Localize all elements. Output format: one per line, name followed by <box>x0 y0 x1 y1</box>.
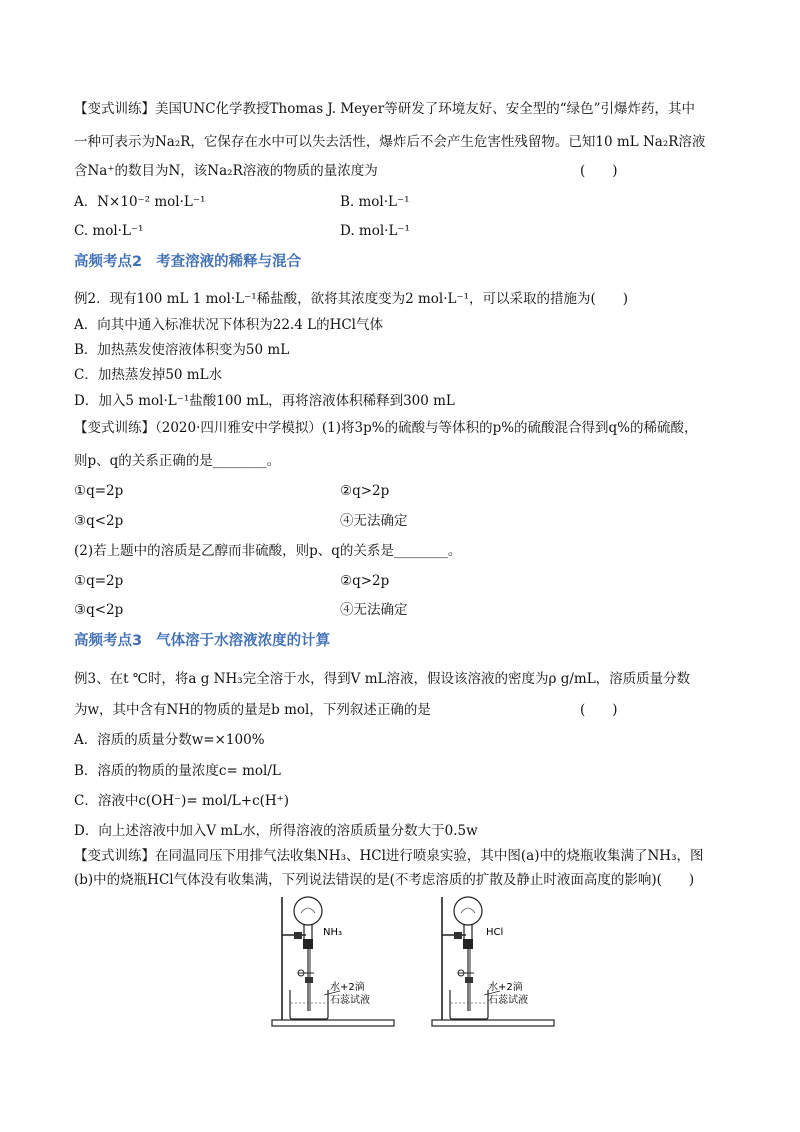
example2-option-a: A．向其中通入标准状况下体积为22.4 L的HCl气体 <box>74 317 383 333</box>
fountain-apparatus-a <box>268 895 408 1030</box>
variant3-line1: 【变式训练】在同温同压下用排气法收集NH₃、HCl进行喷泉实验，其中图(a)中的烧瓶收集满了NH₃，图 <box>74 848 704 864</box>
option-d: D. mol·L⁻¹ <box>340 223 410 239</box>
variant2-part2: (2)若上题中的溶质是乙醇而非硫酸，则p、q的关系是________。 <box>74 543 462 559</box>
gas-label-a: NH₃ <box>323 927 343 938</box>
example2-option-d: D．加入5 mol·L⁻¹盐酸100 mL，再将溶液体积稀释到300 mL <box>74 393 455 409</box>
example3-option-a: A．溶质的质量分数w=×100% <box>74 732 265 748</box>
heading-number: 高频考点2 <box>74 254 143 270</box>
example3-line2: 为w，其中含有NH的物质的量是b mol，下列叙述正确的是 <box>74 702 431 718</box>
variant-intro-line2: 一种可表示为Na₂R，它保存在水中可以失去活性，爆炸后不会产生危害性残留物。已知10 mL Na₂R溶液 <box>74 134 706 150</box>
example3-option-d: D．向上述溶液中加入V mL水，所得溶液的溶质质量分数大于0.5w <box>74 823 478 839</box>
variant-intro-line3: 含Na⁺的数目为N，该Na₂R溶液的物质的量浓度为 <box>74 163 378 179</box>
heading-title: 考查溶液的稀释与混合 <box>156 254 302 270</box>
liquid-label-a-line2: 石蕊试液 <box>330 995 370 1006</box>
section-heading-2 <box>74 250 315 271</box>
section-heading-3 <box>74 629 344 650</box>
heading-title: 气体溶于水溶液浓度的计算 <box>156 633 331 649</box>
example3-option-b: B．溶质的物质的量浓度c= mol/L <box>74 763 281 779</box>
variant2-choice-8: ④无法确定 <box>340 602 408 618</box>
variant2-choice-7: ③q<2p <box>74 602 124 618</box>
variant2-line2: 则p、q的关系正确的是________。 <box>74 453 281 469</box>
liquid-label-a-line1: 水+2滴 <box>330 982 365 993</box>
variant2-choice-5: ①q=2p <box>74 573 124 589</box>
answer-bracket: ( ) <box>580 702 618 718</box>
variant2-choice-2: ②q>2p <box>340 483 390 499</box>
variant2-choice-3: ③q<2p <box>74 513 124 529</box>
answer-bracket: ( ) <box>580 163 618 179</box>
variant-intro-line1: 【变式训练】美国UNC化学教授Thomas J. Meyer等研发了环境友好、安全型的“绿色”引爆炸药，其中 <box>74 101 696 117</box>
variant2-line1: 【变式训练】（2020·四川雅安中学模拟）(1)将3p%的硫酸与等体积的p%的硫酸混合得到q%的稀硫酸， <box>74 420 698 436</box>
gas-label-b: HCl <box>486 927 504 938</box>
heading-number: 高频考点3 <box>74 633 143 649</box>
option-b: B. mol·L⁻¹ <box>340 194 410 210</box>
variant2-choice-6: ②q>2p <box>340 573 390 589</box>
apparatus-drawing-b <box>428 895 568 1030</box>
variant2-choice-4: ④无法确定 <box>340 513 408 529</box>
variant2-choice-1: ①q=2p <box>74 483 124 499</box>
example2-option-c: C．加热蒸发掉50 mL水 <box>74 367 223 383</box>
example2-option-b: B．加热蒸发使溶液体积变为50 mL <box>74 342 290 358</box>
example2-stem: 例2．现有100 mL 1 mol·L⁻¹稀盐酸，欲将其浓度变为2 mol·L⁻¹，可以采取的措施为( ) <box>74 291 629 307</box>
option-a: A．N×10⁻² mol·L⁻¹ <box>74 194 206 210</box>
apparatus-drawing-a <box>268 895 408 1030</box>
liquid-label-b-line2: 石蕊试液 <box>488 995 528 1006</box>
variant3-line2: (b)中的烧瓶HCl气体没有收集满，下列说法错误的是(不考虑溶质的扩散及静止时液面高度的影响)( ) <box>74 872 695 888</box>
option-c: C. mol·L⁻¹ <box>74 223 144 239</box>
fountain-apparatus-b <box>428 895 568 1030</box>
liquid-label-b-line1: 水+2滴 <box>488 982 523 993</box>
example3-line1: 例3、在t ℃时，将a g NH₃完全溶于水，得到V mL溶液，假设该溶液的密度为ρ g/mL，溶质质量分数 <box>74 671 691 687</box>
example3-option-c: C．溶液中c(OH⁻)= mol/L+c(H⁺) <box>74 793 290 809</box>
